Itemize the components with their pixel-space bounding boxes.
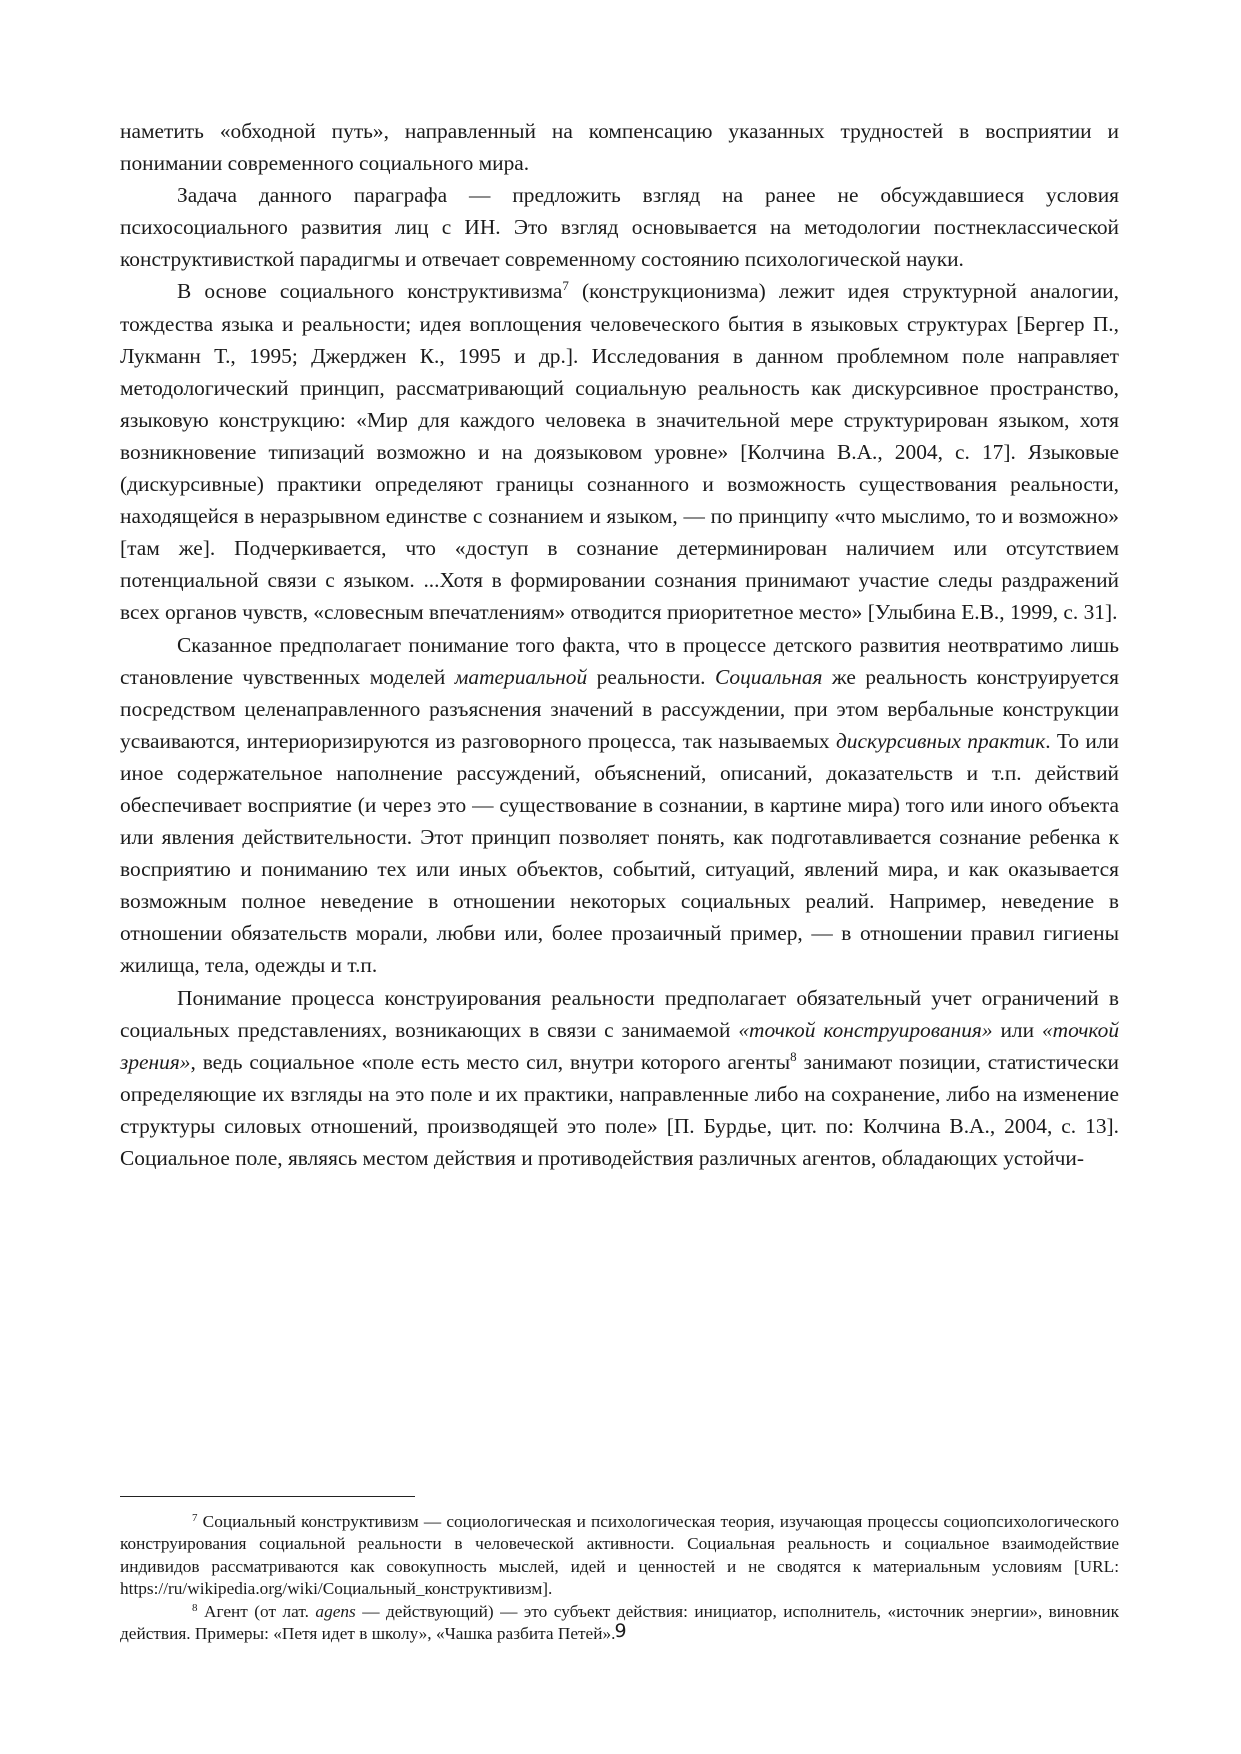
paragraph-3-text-a: В основе социального конструктивизма — [177, 279, 563, 304]
emphasis-construction-point: «точкой конструирования» — [738, 1017, 993, 1042]
emphasis-social: Социальная — [714, 664, 823, 689]
paragraph-3 — [120, 275, 1119, 628]
page-number: 9 — [614, 1620, 627, 1642]
paragraph-1: наметить «обходной путь», направленный на компенсацию указанных трудностей в восприятии и понимании современного социального мира. — [120, 119, 1119, 176]
paragraph-5-text-d: занимают позиции, статистически определяющие их взгляды на это поле и их практики, направленные либо на сохранение, либо на изменение структуры силовых отношений, производящей это поле» [П. Бурдье, цит. по: Колчина В.А., 2004, с. 13]. Социальное поле, являясь местом действия и противодействия различных агентов, обладающих устойчи- — [120, 1049, 1119, 1170]
main-text — [120, 115, 1119, 1174]
footnote-8-latin-term: agens — [315, 1601, 356, 1621]
paragraph-4-text-a: Сказанное предполагает понимание того факта, что в процессе детского развития неотвратимо лишь становление чувственных моделей — [120, 632, 1119, 689]
footnote-mark-8: 8 — [192, 1601, 198, 1614]
paragraph-5-text-a: Понимание процесса конструирования реальности предполагает обязательный учет ограничений в социальных представлениях, возникающих в связи с занимаемой — [120, 985, 1119, 1042]
paragraph-4-text-b: реальности. — [587, 664, 715, 689]
footnote-mark-7: 7 — [192, 1512, 198, 1524]
paragraph-3-text-b: (конструкционизма) лежит идея структурной аналогии, тождества языка и реальности; идея воплощения человеческого бытия в языковых структурах [Бергер П., Лукманн Т., 1995; Джерджен К., 1995 и др.]. Исследования в данном проблемном поле направляет методологический принцип, рассматривающий социальную реальность как дискурсивное пространство, языковую конструкцию: «Мир для каждого человека в значительной мере структурирован языком, хотя возникновение типизаций возможно и на доязыковом уровне» [Колчина В.А., 2004, с. 17]. Языковые (дискурсивные) практики определяют границы сознанного и возможность существования реальности, находящейся в неразрывном единстве с сознанием и языком, — по принципу «что мыслимо, то и возможно» [там же]. Подчеркивается, что «доступ в сознание детерминирован наличием или отсутствием потенциальной связи с языком. ...Хотя в формировании сознания принимают участие следы раздражений всех органов чувств, «словесным впечатлениям» отводится приоритетное место» [Улыбина Е.В., 1999, с. 31]. — [120, 279, 1119, 625]
emphasis-discursive-practices: дискурсивных практик — [835, 728, 1046, 753]
paragraph-5-text-c: , ведь социальное «поле есть место сил, внутри которого агенты — [190, 1049, 791, 1074]
paragraph-4-text-c: же реальность конструируется посредством целенаправленного разъяснения значений в рассуждении, при этом вербальные конструкции усваиваются, интериоризируются из разговорного процесса, так называемых — [120, 664, 1119, 753]
footnote-7-text: Социальный конструктивизм — социологическая и психологическая теория, изучающая процессы социопсихологического конструирования социальной реальности в человеческой активности. Социальная реальность и социальное взаимодействие индивидов рассматриваются как совокупность мыслей, идей и ценностей и не сводятся к материальным условиям [URL: https://ru/wikipedia.org/wiki/Социальный_конструктивизм]. — [120, 1512, 1119, 1599]
paragraph-5-text-b: или — [992, 1017, 1042, 1042]
footnote-7 — [120, 1511, 1119, 1601]
emphasis-point-of-view: «точкой зрения» — [120, 1017, 1120, 1074]
paragraph-2: Задача данного параграфа — предложить взгляд на ранее не обсуждавшиеся условия психосоциального развития лиц с ИН. Это взгляд основывается на методологии постнеклассической конструктивисткой парадигмы и отвечает современному состоянию психологической науки. — [120, 183, 1119, 272]
footnote-ref-7[interactable]: 7 — [562, 278, 569, 294]
footnote-separator — [120, 1496, 415, 1497]
footnote-8-text-a: Агент (от лат. — [197, 1601, 316, 1621]
paragraph-5 — [120, 982, 1119, 1175]
footnote-ref-8[interactable]: 8 — [790, 1048, 797, 1064]
emphasis-material: материальной — [454, 664, 588, 689]
paragraph-4-text-d: . То или иное содержательное наполнение рассуждений, объяснений, описаний, доказательств и т.п. действий обеспечивает восприятие (и через это — существование в сознании, в картине мира) того или иного объекта или явления действительности. Этот принцип позволяет понять, как подготавливается сознание ребенка к восприятию и пониманию тех или иных объектов, событий, ситуаций, явлений мира, и как оказывается возможным полное неведение в отношении некоторых социальных реалий. Например, неведение в отношении обязательств морали, любви или, более прозаичный пример, — в отношении правил гигиены жилища, тела, одежды и т.п. — [120, 728, 1119, 978]
paragraph-4 — [120, 629, 1119, 982]
footnote-8-text-b: — действующий) — это субъект действия: инициатор, исполнитель, «источник энергии», виновник действия. Примеры: «Петя идет в школу», «Чашка разбита Петей». — [120, 1601, 1119, 1644]
